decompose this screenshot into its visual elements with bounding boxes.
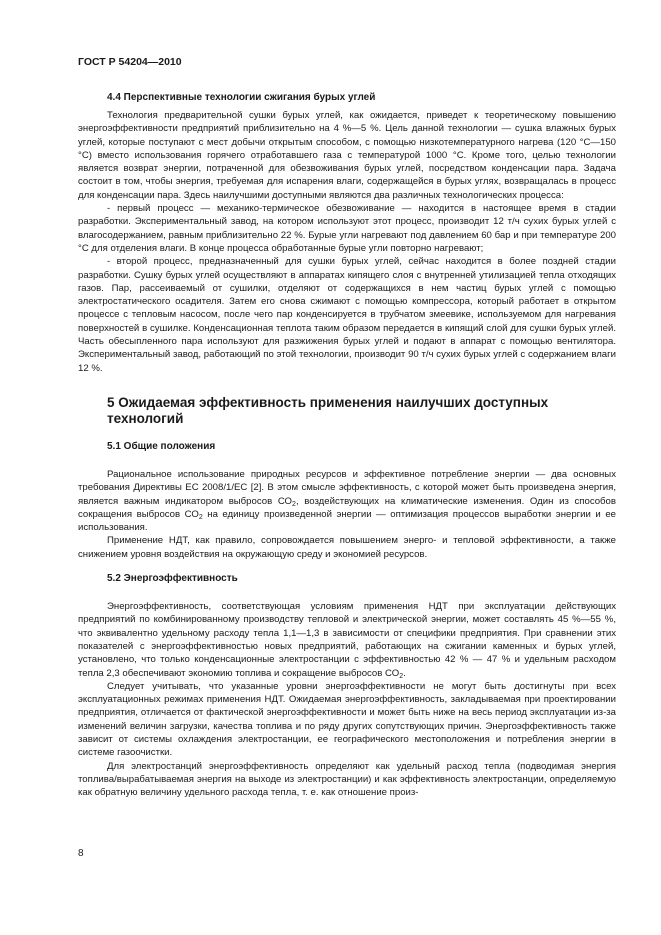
document-page xyxy=(78,56,616,799)
subscript: 2 xyxy=(198,513,203,521)
text-run: на единицу произведенной энергии — оптимизация процессов выработки энергии и ее использования. xyxy=(78,508,616,534)
document-header: ГОСТ Р 54204—2010 xyxy=(78,56,182,68)
text-run: Рациональное использование природных ресурсов и эффективное потребление энергии — два основных требования Директивы ЕС 2008/1/ЕС [2]. В этом смысле эффективность, с которой может быть произведена энергия, является важным индикатором выбросов СО xyxy=(78,468,616,507)
section-5-2-paragraph-3: Для электростанций энергоэффективность определяют как удельный расход тепла (подводимая энергия топлива/вырабатываемая энергия на выходе из электростанции) и как эффективность электростанции, определяемую как обратную величину удельного расхода тепла, т. е. как отношение произ- xyxy=(78,760,616,799)
page-number: 8 xyxy=(78,848,84,859)
subscript: 2 xyxy=(292,500,296,508)
section-4-4-title: 4.4 Перспективные технологии сжигания бурых углей xyxy=(107,92,376,103)
text-run: , воздействующих на климатические изменения. Один из способов сокращения выбросов СО xyxy=(78,495,616,520)
section-5-2-title: 5.2 Энергоэффективность xyxy=(107,573,238,585)
section-5-2-paragraph-1 xyxy=(78,600,616,680)
subscript: 2 xyxy=(399,672,404,680)
section-4-4-paragraph-1: Технология предварительной сушки бурых углей, как ожидается, приведет к теоретическому повышению энергоэффективности предприятий приблизительно на 4 %—5 %. Цель данной технологии — сушка влажных бурых углей, которые поступают с мест добычи открытым способом, с помощью низкотемпературного нагрева (120 °С—150 °С) вместо использования горячего отработавшего газа с температурой 1000 °С. Кроме того, целью технологии является возврат энергии, потраченной для обезвоживания бурых углей, посредством конденсации пара. Задача состоит в том, чтобы энергия, требуемая для испарения влаги, содержащейся в бурых углях, возвращалась в процесс для конденсации пара. Здесь наилучшими доступными являются два различных технологических процесса: xyxy=(78,110,616,201)
section-5-1-paragraph-1 xyxy=(78,468,616,534)
section-5-title: 5 Ожидаемая эффективность применения наилучших доступных технологий xyxy=(107,394,549,426)
text-run: Энергоэффективность, соответствующая условиям применения НДТ при эксплуатации действующих предприятий по комбинированному производству тепловой и электрической энергии, может составлять 45 %—55 %, что эквивалентно удельному расходу тепла 1,1—1,3 в зависимости от специфики предприятия. При сравнении этих показателей с энергоэффективностью новых предприятий, работающих на сжигании каменных и бурых углей, установлено, что только конденсационные электростанции с эффективностью 42 % — 47 % и удельным расходом тепла 2,3 обеспечивают экономию топлива и сокращение выбросов СО xyxy=(78,601,616,679)
section-4-4-paragraph-3: - второй процесс, предназначенный для сушки бурых углей, сейчас находится в более поздней стадии разработки. Сушку бурых углей осуществляют в аппаратах кипящего слоя с внутренней утилизацией тепла отходящих газов. Пар, рассеиваемый от сушилки, отделяют от содержащихся в нем частиц бурых углей с помощью электростатического осадителя. Затем его снова сжимают с помощью компрессора, который работает в открытом процессе с тепловым насосом, после чего пар конденсируется в трубчатом змеевике, используемом для нагревания поверхностей в сушилке. Конденсационная теплота таким образом передается в кипящий слой для сушки бурых углей. Часть обесыпленного пара используют для разжижения бурых углей и подают в аппарат с помощью вентилятора. Экспериментальный завод, работающий по этой технологии, производит 90 т/ч сухих бурых углей с содержанием влаги 12 %. xyxy=(78,256,616,374)
text-run: . xyxy=(403,667,406,679)
section-4-4-paragraph-2: - первый процесс — механико-термическое обезвоживание — находится в настоящее время в стадии разработки. Экспериментальный завод, на котором используют этот процесс, производит 12 т/ч сухих бурых углей с влагосодержанием, равным приблизительно 22 %. Бурые угли нагревают под давлением 60 бар и при температуре 200 °С для отделения влаги. В конце процесса обработанные бурые угли повторно нагревают; xyxy=(78,203,616,254)
section-5-2-paragraph-2: Следует учитывать, что указанные уровни энергоэффективности не могут быть достигнуты при всех эксплуатационных режимах применения НДТ. Ожидаемая энергоэффективность, закладываемая при проектировании предприятия, отличается от фактической энергоэффективности и может быть ниже на весь период эксплуатации из-за изменений величин загрузки, качества топлива и по ряду других сопутствующих причин. Энергоэффективность также зависит от системы охлаждения электростанции, ее географического местоположения и потребления энергии в системе газоочистки. xyxy=(78,680,616,759)
section-5-1-paragraph-2: Применение НДТ, как правило, сопровождается повышением энерго- и тепловой эффективности, а также снижением уровня воздействия на окружающую среду и экономией ресурсов. xyxy=(78,535,616,560)
section-5-1-title: 5.1 Общие положения xyxy=(107,440,216,452)
